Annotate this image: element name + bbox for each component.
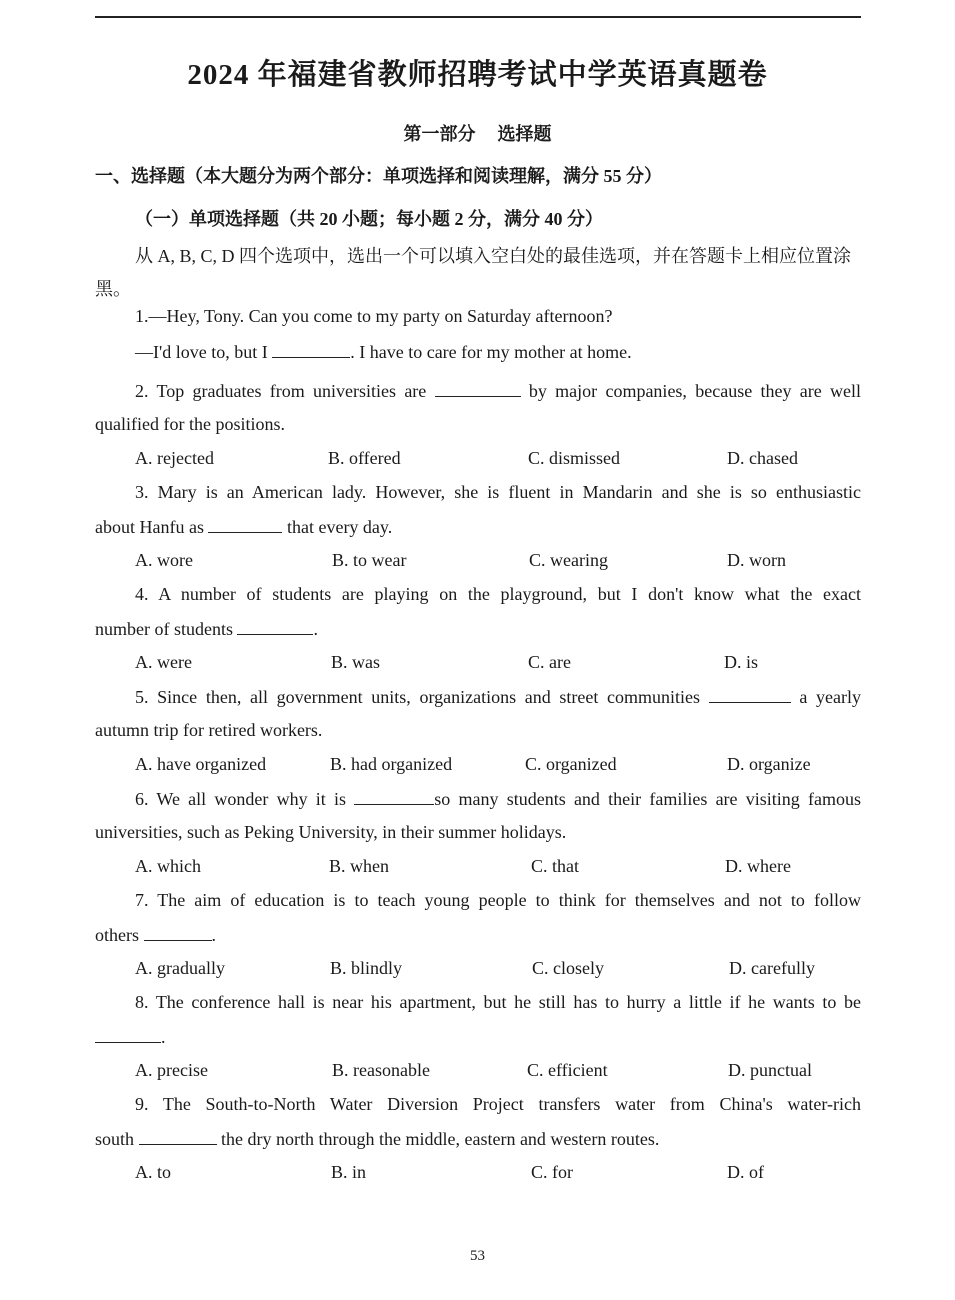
option-c: C. are [528, 652, 571, 672]
option-c: C. dismissed [528, 448, 621, 468]
section-heading: 一、选择题（本大题分为两个部分：单项选择和阅读理解，满分 55 分） [95, 166, 662, 186]
question-text: number of students [95, 619, 233, 639]
option-b: B. in [331, 1162, 367, 1182]
option-b: B. when [329, 856, 389, 876]
question-number: 1. [135, 306, 149, 326]
question-number: 3. [135, 482, 149, 502]
option-b: B. was [331, 652, 380, 672]
option-a: A. have organized [135, 754, 267, 774]
question-text: The South-to-North Water Diversion Project transfers water from China's water-rich [162, 1094, 861, 1114]
option-d: D. where [725, 856, 791, 876]
answer-blank [709, 686, 791, 703]
question-number: 6. [135, 789, 149, 809]
option-d: D. is [724, 652, 759, 672]
option-c: C. that [531, 856, 579, 876]
answer-blank [272, 341, 350, 358]
question-8-line-2 [95, 1026, 166, 1048]
question-7-line-2 [95, 924, 216, 946]
instructions: 从 A, B, C, D 四个选项中，选出一个可以填入空白处的最佳选项，并在答题卡上相应位置涂黑。 [95, 246, 852, 299]
question-4-line-2 [95, 618, 318, 640]
option-c: C. closely [532, 958, 604, 978]
option-d: D. chased [727, 448, 798, 468]
option-a: A. gradually [135, 958, 225, 978]
option-c: C. efficient [527, 1060, 608, 1080]
question-text: so many students and their families are visiting famous [434, 789, 861, 809]
option-b: B. to wear [332, 550, 407, 570]
question-text: about Hanfu as [95, 517, 204, 537]
question-5-line-1 [135, 686, 861, 708]
question-number: 9. [135, 1094, 149, 1114]
question-8-line-1 [135, 992, 861, 1013]
option-c: C. for [531, 1162, 573, 1182]
question-text: south [95, 1129, 135, 1149]
part-heading [0, 120, 955, 146]
question-3-line-1 [135, 482, 861, 503]
question-number: 7. [135, 890, 149, 910]
question-text: the dry north through the middle, eastern and western routes. [221, 1129, 660, 1149]
question-6-line-1 [135, 788, 861, 810]
answer-blank [354, 788, 434, 805]
question-3-line-2 [95, 516, 392, 538]
option-d: D. worn [727, 550, 786, 570]
question-9-line-2 [95, 1128, 659, 1150]
option-a: A. wore [135, 550, 193, 570]
question-number: 2. [135, 381, 149, 401]
question-2-line-1 [135, 380, 861, 402]
question-2-line-2: qualified for the positions. [95, 414, 285, 434]
answer-blank [208, 516, 282, 533]
question-text: Top graduates from universities are [156, 381, 427, 401]
question-6-line-2: universities, such as Peking University, in their summer holidays. [95, 822, 567, 842]
question-text: —Hey, Tony. Can you come to my party on Saturday afternoon? [148, 306, 613, 326]
question-text: Mary is an American lady. However, she is fluent in Mandarin and she is so enthusiastic [157, 482, 862, 502]
page-number: 53 [470, 1248, 485, 1264]
part-name: 选择题 [497, 124, 552, 144]
answer-blank [435, 380, 521, 397]
option-d: D. punctual [728, 1060, 812, 1080]
question-1-line-2 [135, 341, 632, 363]
question-text: by major companies, because they are well [528, 381, 862, 401]
question-text: . [313, 619, 318, 639]
top-rule [95, 16, 861, 18]
question-5-line-2: autumn trip for retired workers. [95, 720, 323, 740]
question-9-line-1 [135, 1094, 861, 1115]
part-label: 第一部分 [403, 124, 476, 144]
question-number: 5. [135, 687, 149, 707]
question-4-line-1 [135, 584, 861, 605]
page-title: 2024 年福建省教师招聘考试中学英语真题卷 [187, 59, 768, 91]
question-text: We all wonder why it is [156, 789, 347, 809]
question-text: The aim of education is to teach young people to think for themselves and not to follow [157, 890, 861, 910]
question-text: a yearly [799, 687, 862, 707]
question-text: that every day. [286, 517, 393, 537]
answer-blank [95, 1026, 161, 1043]
answer-blank [237, 618, 313, 635]
option-d: D. organize [727, 754, 811, 774]
question-number: 8. [135, 992, 149, 1012]
option-a: A. rejected [135, 448, 214, 468]
question-text: . I have to care for my mother at home. [350, 342, 632, 362]
question-number: 4. [135, 584, 149, 604]
question-text: . [161, 1027, 166, 1047]
option-a: A. to [135, 1162, 171, 1182]
question-1-line-1 [135, 306, 612, 327]
option-c: C. wearing [529, 550, 608, 570]
option-b: B. blindly [330, 958, 403, 978]
option-d: D. of [727, 1162, 764, 1182]
option-a: A. which [135, 856, 201, 876]
answer-blank [144, 924, 212, 941]
answer-blank [139, 1128, 217, 1145]
question-text: —I'd love to, but I [135, 342, 268, 362]
option-b: B. had organized [330, 754, 453, 774]
question-7-line-1 [135, 890, 861, 911]
question-text: A number of students are playing on the playground, but I don't know what the exact [158, 584, 861, 604]
question-text: . [211, 925, 216, 945]
question-text: Since then, all government units, organizations and street communities [157, 687, 701, 707]
question-text: others [95, 925, 139, 945]
option-c: C. organized [525, 754, 617, 774]
subsection-heading: （一）单项选择题（共 20 小题；每小题 2 分，满分 40 分） [135, 209, 603, 229]
option-a: A. precise [135, 1060, 208, 1080]
option-d: D. carefully [729, 958, 815, 978]
option-b: B. reasonable [332, 1060, 430, 1080]
option-a: A. were [135, 652, 192, 672]
question-text: The conference hall is near his apartment, but he still has to hurry a little if he wants to be [155, 992, 861, 1012]
option-b: B. offered [328, 448, 401, 468]
